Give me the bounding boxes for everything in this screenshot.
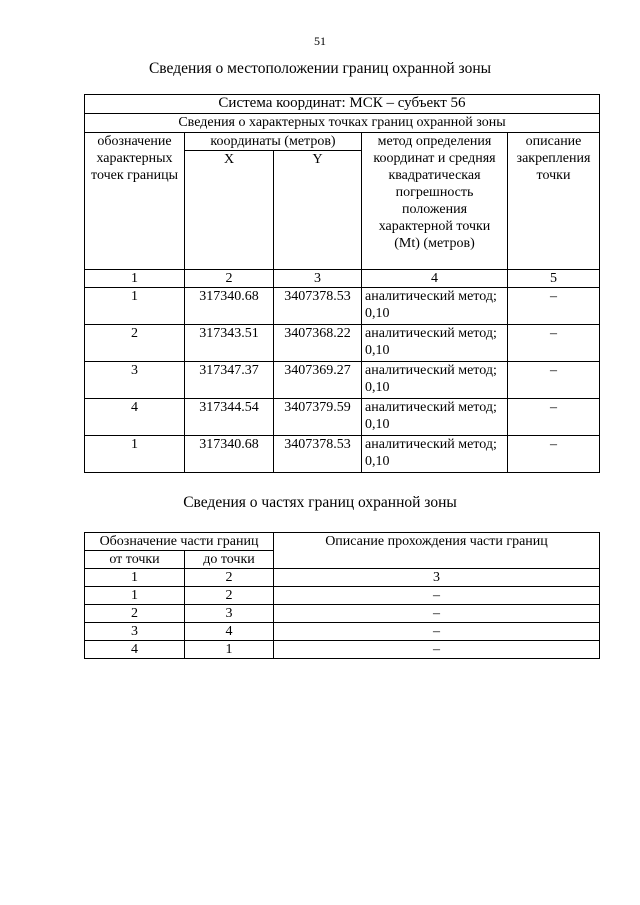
table-row xyxy=(85,605,600,623)
part-from: 3 xyxy=(85,623,185,641)
col-number: 3 xyxy=(274,569,600,587)
point-y: 3407368.22 xyxy=(274,325,362,362)
col-x: X xyxy=(185,151,274,270)
coordinate-system: Система координат: МСК – субъект 56 xyxy=(85,95,600,114)
col-number: 5 xyxy=(508,270,600,288)
col-number: 1 xyxy=(85,270,185,288)
point-x: 317347.37 xyxy=(185,362,274,399)
point-description: – xyxy=(508,399,600,436)
part-to: 4 xyxy=(185,623,274,641)
point-description: – xyxy=(508,362,600,399)
table-row xyxy=(85,623,600,641)
col-number: 3 xyxy=(274,270,362,288)
part-description: – xyxy=(274,623,600,641)
point-id: 1 xyxy=(85,436,185,473)
point-method: аналитический метод; 0,10 xyxy=(362,288,508,325)
part-to: 2 xyxy=(185,587,274,605)
table-row xyxy=(85,399,600,436)
point-id: 3 xyxy=(85,362,185,399)
point-method: аналитический метод; 0,10 xyxy=(362,399,508,436)
part-description: – xyxy=(274,605,600,623)
part-from: 4 xyxy=(85,641,185,659)
point-description: – xyxy=(508,288,600,325)
points-section-heading: Сведения о местоположении границ охранной зоны xyxy=(148,60,492,77)
table-row xyxy=(85,587,600,605)
point-y: 3407378.53 xyxy=(274,436,362,473)
point-method: аналитический метод; 0,10 xyxy=(362,436,508,473)
col-point-designation: обозначение характерных точек границы xyxy=(85,133,185,270)
col-coordinates: координаты (метров) xyxy=(185,133,362,151)
part-to: 1 xyxy=(185,641,274,659)
col-number: 4 xyxy=(362,270,508,288)
col-y: Y xyxy=(274,151,362,270)
point-x: 317340.68 xyxy=(185,436,274,473)
col-part-description: Описание прохождения части границ xyxy=(274,533,600,569)
point-description: – xyxy=(508,325,600,362)
part-description: – xyxy=(274,587,600,605)
points-table xyxy=(84,94,600,473)
table-row xyxy=(85,436,600,473)
point-method: аналитический метод; 0,10 xyxy=(362,325,508,362)
col-number: 2 xyxy=(185,270,274,288)
point-y: 3407378.53 xyxy=(274,288,362,325)
col-method: метод определения координат и средняя квадратическая погрешность положения характерной точки (Mt) (метров) xyxy=(362,133,508,270)
col-from-point: от точки xyxy=(85,551,185,569)
points-subtitle: Сведения о характерных точках границ охранной зоны xyxy=(85,114,600,133)
point-id: 4 xyxy=(85,399,185,436)
part-to: 3 xyxy=(185,605,274,623)
point-x: 317340.68 xyxy=(185,288,274,325)
col-number: 2 xyxy=(185,569,274,587)
point-method: аналитический метод; 0,10 xyxy=(362,362,508,399)
part-from: 1 xyxy=(85,587,185,605)
col-part-designation: Обозначение части границ xyxy=(85,533,274,551)
parts-table xyxy=(84,532,600,659)
part-description: – xyxy=(274,641,600,659)
parts-section-heading: Сведения о частях границ охранной зоны xyxy=(183,494,457,511)
table-row xyxy=(85,288,600,325)
point-y: 3407369.27 xyxy=(274,362,362,399)
point-id: 2 xyxy=(85,325,185,362)
part-from: 2 xyxy=(85,605,185,623)
page-number: 51 xyxy=(314,34,326,48)
point-x: 317344.54 xyxy=(185,399,274,436)
table-row xyxy=(85,641,600,659)
point-x: 317343.51 xyxy=(185,325,274,362)
point-y: 3407379.59 xyxy=(274,399,362,436)
col-fixing-description: описание закрепления точки xyxy=(508,133,600,270)
point-id: 1 xyxy=(85,288,185,325)
col-to-point: до точки xyxy=(185,551,274,569)
point-description: – xyxy=(508,436,600,473)
col-number: 1 xyxy=(85,569,185,587)
table-row xyxy=(85,325,600,362)
table-row xyxy=(85,362,600,399)
